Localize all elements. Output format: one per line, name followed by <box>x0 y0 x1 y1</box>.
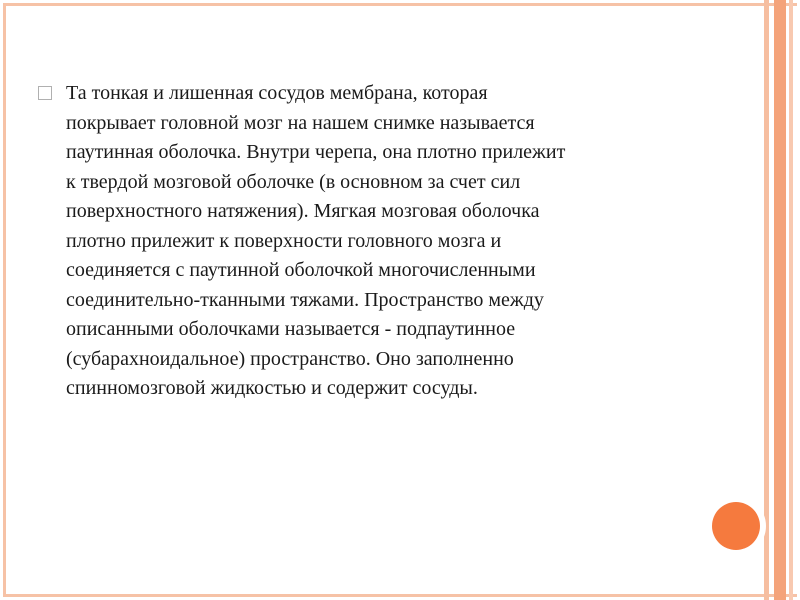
bullet-box-icon <box>38 86 52 100</box>
frame-top-line <box>3 3 797 6</box>
frame-left-line <box>3 3 6 597</box>
decorative-band-outer <box>789 0 793 600</box>
bullet-item <box>38 79 728 404</box>
decorative-band-inner <box>764 0 769 600</box>
paragraph-text: Та тонкая и лишенная сосудов мембрана, которая покрывает головной мозг на нашем снимке называется паутинная оболочка. Внутри черепа, она плотно прилежит к твердой мозговой оболочке (в основном за счет сил поверхностного натяжения). Мягкая мозговая оболочка плотно прилежит к поверхности головного мозга и соединяется с паутинной оболочкой многочисленными соединительно-тканными тяжами. Пространство между описанными оболочками называется - подпаутинное (субарахноидальное) пространство. Оно заполненно спинномозговой жидкостью и содержит сосуды. <box>66 82 566 399</box>
decorative-band-middle <box>774 0 786 600</box>
slide-content <box>38 79 728 404</box>
frame-bottom-line <box>3 594 797 597</box>
ornament-circle <box>712 502 760 550</box>
